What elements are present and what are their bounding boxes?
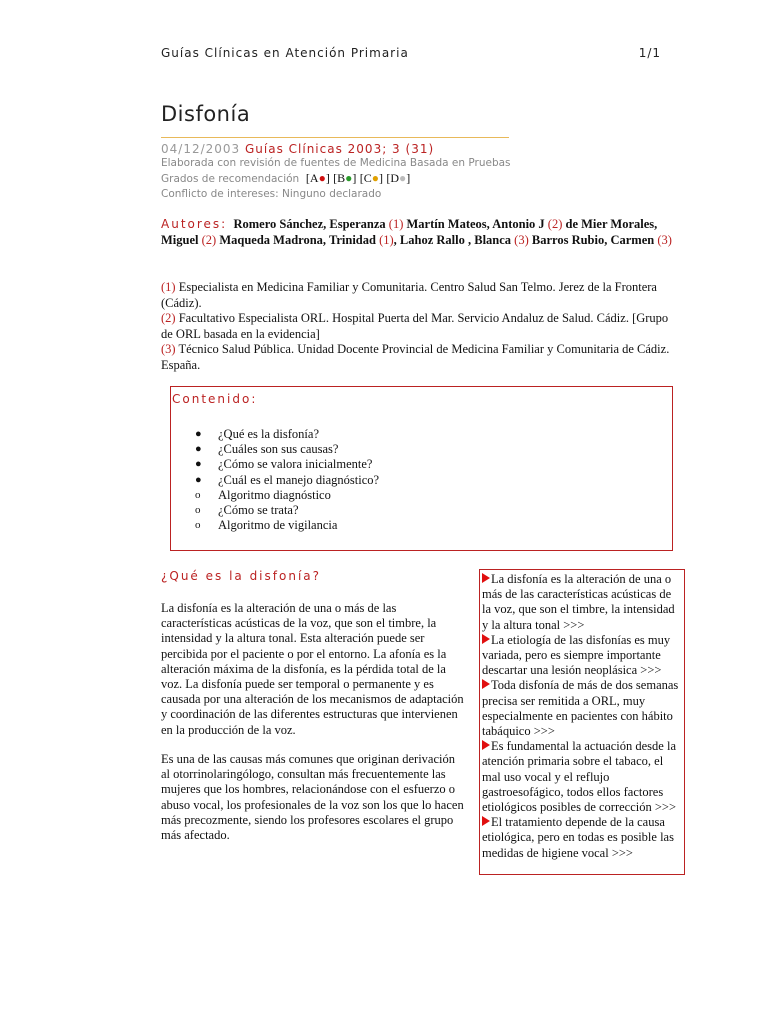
author-name: Romero Sánchez, Esperanza	[233, 217, 386, 231]
contents-label: Contenido:	[172, 392, 258, 406]
authors-label: Autores:	[161, 217, 228, 231]
circle-bullet-icon: o	[195, 504, 201, 517]
author-name: Maqueda Madrona, Trinidad	[219, 233, 376, 247]
author-affiliation-ref[interactable]: (3)	[514, 233, 529, 247]
key-point-text: Toda disfonía de más de dos semanas precisa ser remitida a ORL, muy especialmente en pacientes con hábito tabáquico >>>	[482, 678, 679, 739]
contents-link-manejo[interactable]	[171, 473, 379, 488]
key-point[interactable]	[482, 678, 681, 739]
affiliations	[161, 280, 683, 373]
affiliation-text: Especialista en Medicina Familiar y Comunitaria. Centro Salud San Telmo. Jerez de la Frontera (Cádiz).	[161, 280, 657, 310]
author-affiliation-ref[interactable]: (2)	[547, 217, 563, 231]
red-arrow-icon	[482, 573, 490, 583]
bullet-icon: ●	[195, 458, 202, 471]
key-point-text: El tratamiento depende de la causa etiológica, pero en todas es posible las medidas de higiene vocal >>>	[482, 815, 674, 860]
publication-date: 04/12/2003	[161, 142, 241, 156]
header-title: Guías Clínicas en Atención Primaria	[161, 46, 409, 60]
page-header	[161, 46, 661, 60]
section-title: ¿Qué es la disfonía?	[161, 569, 321, 583]
grades-label: Grados de recomendación	[161, 173, 300, 185]
section-paragraph-1: La disfonía es la alteración de una o más de las características acústicas de la voz, que son el timbre, la intensidad y la altura tonal. Esta alteración puede ser percibida por el paciente o por el entorno. La afonía es la alteración máxima de la disfonía, es la pérdida total de la voz. La disfonía puede ser temporal o permanente y es causada por una alteración de los mecanismos de adaptación y coordinación de las diferentes estructuras que intervienen en la producción de la voz.	[161, 601, 464, 737]
author-affiliation-ref[interactable]: (3)	[657, 233, 672, 247]
contents-link-algoritmo-diagnostico[interactable]	[171, 488, 379, 503]
grade-c[interactable]: [C●]	[359, 171, 384, 185]
author-name: Martín Mateos, Antonio J	[406, 217, 545, 231]
key-point[interactable]	[482, 633, 681, 679]
affiliation-text: Técnico Salud Pública. Unidad Docente Provincial de Medicina Familiar y Comunitaria de Cádiz. España.	[161, 342, 670, 372]
bullet-icon: ●	[195, 473, 202, 486]
contents-list	[171, 427, 379, 533]
contents-item-text: ¿Cómo se trata?	[218, 503, 299, 518]
elaborada-note: Elaborada con revisión de fuentes de Medicina Basada en Pruebas	[161, 157, 511, 169]
grade-c-dot-icon: ●	[371, 171, 380, 185]
authors: Autores: Romero Sánchez, Esperanza (1) Martín Mateos, Antonio J (2) de Mier Morales, Miguel (2) Maqueda Madrona, Trinidad (1), Lahoz Rallo , Blanca (3) Barros Rubio, Carmen (3)	[161, 217, 672, 247]
section-paragraph-2: Es una de las causas más comunes que originan derivación al otorrinolaringólogo, consultan más frecuentemente las mujeres que los hombres, relacionándose con el esfuerzo o abuso vocal, los profesionales de la voz son los que lo hacen más precozmente, siendo los profesores escolares el grupo más afectado.	[161, 752, 464, 843]
grade-a[interactable]: [A●]	[305, 171, 330, 185]
recommendation-grades	[161, 171, 681, 187]
author-affiliation-ref[interactable]: (1)	[388, 217, 404, 231]
contents-link-que-es[interactable]	[171, 427, 379, 442]
conflict-of-interest: Conflicto de intereses: Ninguno declarado	[161, 188, 382, 200]
contents-link-valoracion[interactable]	[171, 457, 379, 472]
contents-item-text: ¿Cuál es el manejo diagnóstico?	[218, 472, 380, 487]
key-point-text: La disfonía es la alteración de una o más de las características acústicas de la voz, que son el timbre, la intensidad y la altura tonal >>>	[482, 572, 675, 632]
affiliation-number: (3)	[161, 342, 176, 356]
grade-b-dot-icon: ●	[345, 171, 353, 185]
red-arrow-icon	[482, 679, 490, 689]
key-point[interactable]	[482, 739, 681, 815]
author-name: de Mier Morales, Miguel	[161, 217, 658, 247]
grade-b[interactable]: [B●]	[333, 171, 357, 185]
key-point-text: La etiología de las disfonías es muy variada, pero es siempre importante descartar una lesión neoplásica >>>	[482, 632, 671, 678]
affiliation-item	[161, 342, 683, 373]
author-name: Lahoz Rallo , Blanca	[399, 233, 512, 247]
title-divider	[161, 137, 509, 138]
journal-reference[interactable]: Guías Clínicas 2003; 3 (31)	[245, 142, 435, 156]
affiliation-item	[161, 280, 683, 311]
contents-item-text: Algoritmo de vigilancia	[218, 518, 338, 533]
dateline	[161, 142, 681, 156]
key-point[interactable]	[482, 572, 681, 633]
affiliation-item	[161, 311, 683, 342]
document-meta	[161, 142, 681, 202]
contents-link-tratamiento[interactable]	[171, 503, 379, 518]
key-points-box	[479, 569, 685, 875]
page-number: 1/1	[638, 46, 661, 60]
contents-box	[170, 386, 673, 551]
red-arrow-icon	[482, 634, 490, 644]
document-title: Disfonía	[161, 102, 251, 126]
author-name: Barros Rubio, Carmen	[531, 233, 655, 247]
circle-bullet-icon: o	[195, 488, 201, 501]
grade-a-dot-icon: ●	[318, 171, 326, 185]
affiliation-text: Facultativo Especialista ORL. Hospital Puerta del Mar. Servicio Andaluz de Salud. Cádiz. [Grupo de ORL basada en la evidencia]	[161, 311, 669, 341]
contents-link-algoritmo-vigilancia[interactable]	[171, 518, 379, 533]
circle-bullet-icon: o	[195, 519, 201, 532]
author-affiliation-ref[interactable]: (2)	[201, 233, 217, 247]
contents-item-text: ¿Qué es la disfonía?	[218, 427, 320, 441]
contents-item-text: ¿Cómo se valora inicialmente?	[218, 457, 373, 472]
contents-item-text: ¿Cuáles son sus causas?	[218, 442, 339, 457]
contents-link-causas[interactable]	[171, 442, 379, 457]
affiliation-number: (2)	[161, 311, 176, 325]
bullet-icon: ●	[195, 428, 202, 440]
red-arrow-icon	[482, 816, 490, 826]
bullet-icon: ●	[195, 443, 202, 456]
red-arrow-icon	[482, 740, 490, 750]
key-point[interactable]	[482, 815, 681, 861]
contents-item-text: Algoritmo diagnóstico	[218, 487, 331, 502]
key-point-text: Es fundamental la actuación desde la atención primaria sobre el tabaco, el mal uso vocal y el reflujo gastroesofágico, todos ellos factores etiológicos posibles de corrección >>>	[482, 739, 677, 815]
grade-d[interactable]: [D●]	[386, 171, 411, 185]
affiliation-number: (1)	[161, 280, 176, 294]
grade-d-dot-icon: ●	[399, 171, 407, 185]
author-affiliation-ref[interactable]: (1)	[379, 233, 394, 247]
